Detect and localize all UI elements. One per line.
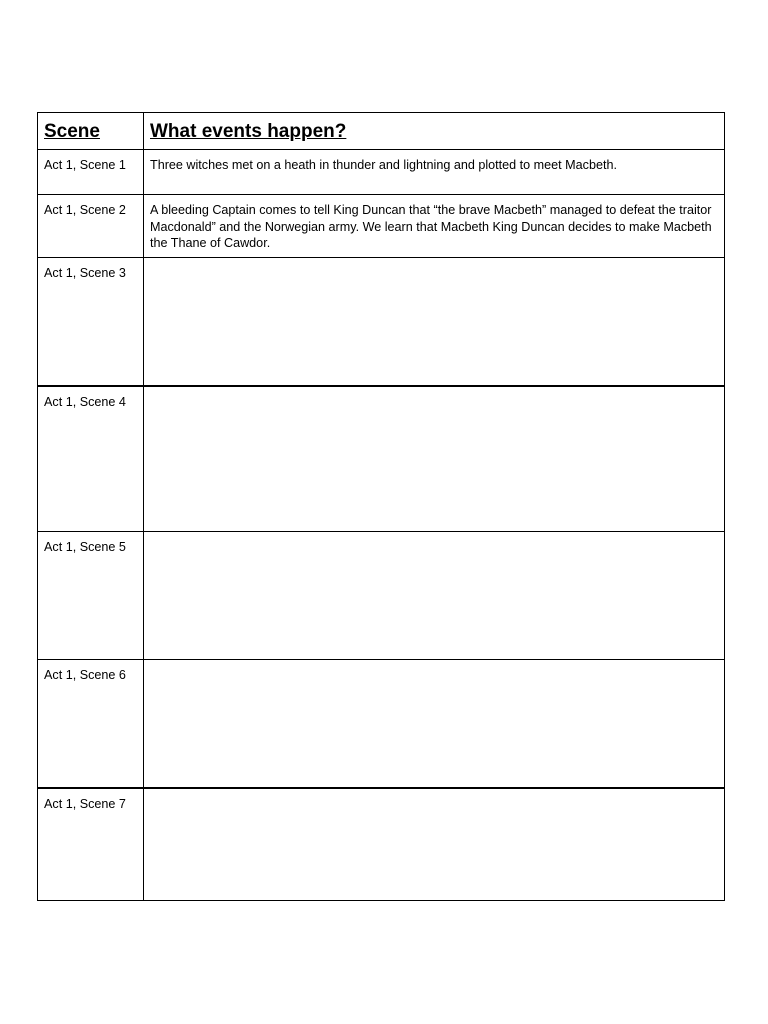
scene-label: Act 1, Scene 5 — [44, 540, 126, 554]
events-cell[interactable] — [144, 195, 725, 258]
events-text — [144, 660, 724, 667]
table-row — [38, 788, 725, 901]
scene-cell — [38, 660, 144, 789]
scene-label: Act 1, Scene 1 — [44, 158, 126, 172]
scene-label: Act 1, Scene 6 — [44, 668, 126, 682]
scene-column-header: Scene — [38, 113, 144, 150]
events-text — [144, 258, 724, 265]
events-cell[interactable] — [144, 386, 725, 532]
events-text — [144, 789, 724, 796]
table-row — [38, 150, 725, 195]
events-text: Three witches met on a heath in thunder and lightning and plotted to meet Macbeth. — [150, 158, 617, 172]
scene-cell — [38, 195, 144, 258]
events-text: A bleeding Captain comes to tell King Duncan that “the brave Macbeth” managed to defeat the traitor Macdonald” and the Norwegian army. We learn that Macbeth King Duncan decides to make Macbeth the Thane of Cawdor. — [150, 203, 712, 250]
scene-label: Act 1, Scene 7 — [44, 797, 126, 811]
events-text — [144, 532, 724, 539]
events-column-header: What events happen? — [144, 113, 725, 150]
scene-label: Act 1, Scene 3 — [44, 266, 126, 280]
events-cell[interactable] — [144, 150, 725, 195]
events-cell[interactable] — [144, 660, 725, 789]
table-row — [38, 195, 725, 258]
events-cell[interactable] — [144, 788, 725, 901]
scene-cell — [38, 386, 144, 532]
scene-cell — [38, 150, 144, 195]
table-row — [38, 386, 725, 532]
table-row — [38, 660, 725, 789]
table-row — [38, 532, 725, 660]
scene-label: Act 1, Scene 4 — [44, 395, 126, 409]
scene-label: Act 1, Scene 2 — [44, 203, 126, 217]
scene-cell — [38, 258, 144, 387]
events-cell[interactable] — [144, 258, 725, 387]
events-cell[interactable] — [144, 532, 725, 660]
scene-events-table — [37, 112, 725, 901]
header-row — [38, 113, 725, 150]
table-row — [38, 258, 725, 387]
scene-cell — [38, 788, 144, 901]
events-text — [144, 387, 724, 394]
scene-cell — [38, 532, 144, 660]
